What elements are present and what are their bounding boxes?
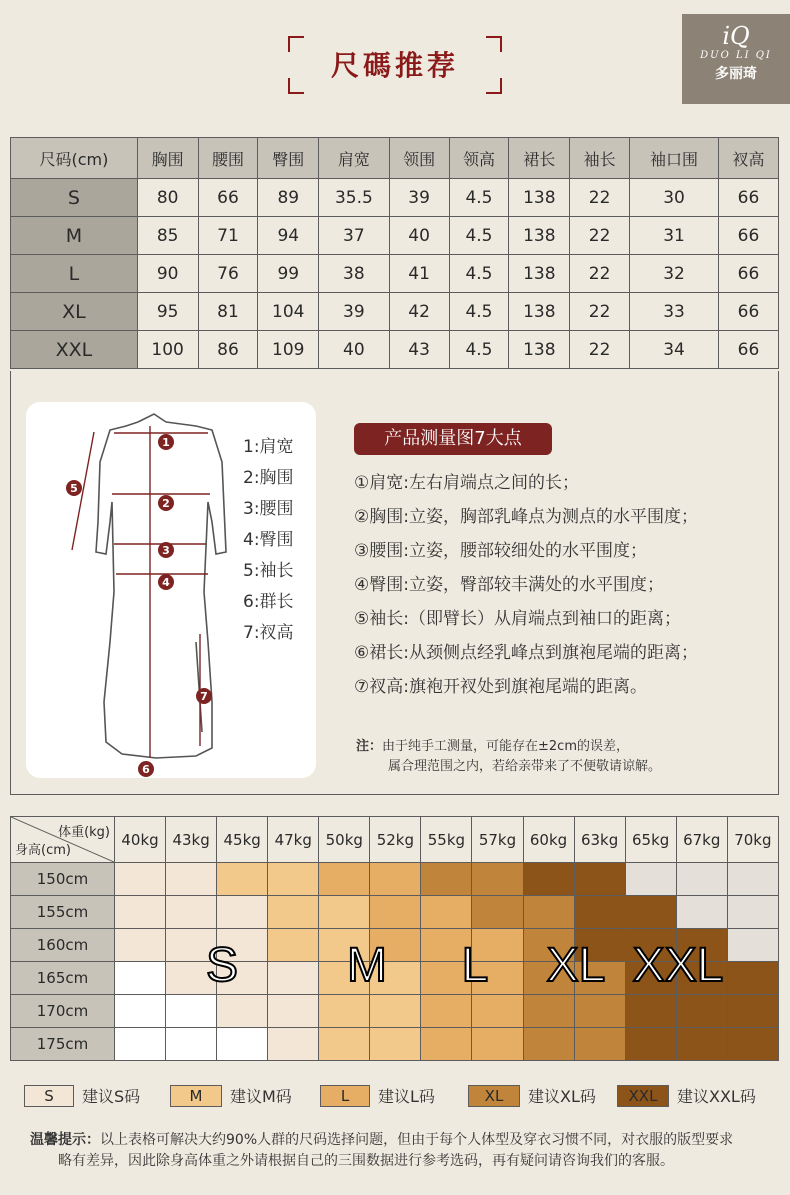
size-table xyxy=(10,137,779,369)
definition-item: ①肩宽:左右肩端点之间的长； xyxy=(354,473,579,493)
table-cell: 31 xyxy=(630,217,719,255)
weight-header: 45kg xyxy=(217,817,268,863)
weight-header: 47kg xyxy=(268,817,319,863)
column-header: 腰围 xyxy=(198,138,258,179)
height-header: 170cm xyxy=(11,995,115,1028)
weight-header: 70kg xyxy=(727,817,778,863)
size-cell xyxy=(370,863,421,896)
size-zone-label: XXL xyxy=(632,939,724,992)
size-cell xyxy=(727,863,778,896)
height-axis-label: 身高(cm) xyxy=(15,843,71,858)
size-cell xyxy=(217,863,268,896)
size-label: M xyxy=(11,217,138,255)
column-header: 臀围 xyxy=(258,138,319,179)
table-row xyxy=(11,293,779,331)
legend-item: 4:臀围 xyxy=(243,530,294,550)
column-header: 尺码(cm) xyxy=(11,138,138,179)
size-cell xyxy=(727,995,778,1028)
weight-header: 50kg xyxy=(319,817,370,863)
size-zone-label: M xyxy=(347,939,387,992)
table-cell: 66 xyxy=(719,255,779,293)
size-cell xyxy=(472,1028,523,1061)
svg-text:1: 1 xyxy=(162,436,170,449)
size-cell xyxy=(472,995,523,1028)
size-label: XXL xyxy=(11,331,138,369)
size-cell xyxy=(727,929,778,962)
height-header: 150cm xyxy=(11,863,115,896)
size-cell xyxy=(370,896,421,929)
note-line1: 由于纯手工测量，可能存在±2cm的误差， xyxy=(382,739,629,754)
size-cell xyxy=(115,896,166,929)
size-cell xyxy=(625,863,676,896)
size-table-header xyxy=(11,138,779,179)
size-cell xyxy=(523,896,574,929)
measure-definitions xyxy=(354,466,774,704)
table-row xyxy=(11,896,779,929)
column-header: 袖长 xyxy=(570,138,630,179)
legend-text: 建议L码 xyxy=(378,1087,435,1106)
title-frame xyxy=(288,36,502,94)
size-cell xyxy=(319,896,370,929)
size-cell xyxy=(625,995,676,1028)
size-cell xyxy=(166,896,217,929)
weight-header: 63kg xyxy=(574,817,625,863)
table-cell: 89 xyxy=(258,179,319,217)
table-cell: 138 xyxy=(509,179,570,217)
table-cell: 38 xyxy=(319,255,390,293)
size-cell xyxy=(574,995,625,1028)
table-cell: 138 xyxy=(509,255,570,293)
weight-axis-label: 体重(kg) xyxy=(58,825,110,840)
table-cell: 43 xyxy=(389,331,449,369)
table-cell: 22 xyxy=(570,255,630,293)
tip-line2: 略有差异，因此除身高体重之外请根据自己的三围数据进行参考选码，再有疑问请咨询我们的客服。 xyxy=(58,1153,674,1169)
table-cell: 22 xyxy=(570,217,630,255)
table-cell: 22 xyxy=(570,293,630,331)
size-cell xyxy=(574,896,625,929)
legend-item: 3:腰围 xyxy=(243,499,294,519)
size-cell xyxy=(115,995,166,1028)
table-cell: 100 xyxy=(137,331,198,369)
size-cell xyxy=(625,896,676,929)
size-cell xyxy=(115,863,166,896)
point-legend xyxy=(243,432,323,649)
size-cell xyxy=(268,1028,319,1061)
size-cell xyxy=(166,1028,217,1061)
size-cell xyxy=(268,929,319,962)
header xyxy=(0,0,790,118)
legend-text: 建议M码 xyxy=(230,1087,292,1106)
size-cell xyxy=(115,962,166,995)
size-cell xyxy=(472,863,523,896)
table-cell: 85 xyxy=(137,217,198,255)
size-cell xyxy=(676,1028,727,1061)
table-cell: 41 xyxy=(389,255,449,293)
weight-header: 55kg xyxy=(421,817,472,863)
size-cell xyxy=(523,863,574,896)
table-cell: 90 xyxy=(137,255,198,293)
column-header: 衩高 xyxy=(719,138,779,179)
column-header: 领围 xyxy=(389,138,449,179)
column-header: 肩宽 xyxy=(319,138,390,179)
height-header: 155cm xyxy=(11,896,115,929)
legend-item: 1:肩宽 xyxy=(243,437,294,457)
size-cell xyxy=(574,1028,625,1061)
legend-item: 6:群长 xyxy=(243,592,294,612)
size-cell xyxy=(727,896,778,929)
table-cell: 22 xyxy=(570,179,630,217)
table-cell: 4.5 xyxy=(449,293,509,331)
legend-item: 7:衩高 xyxy=(243,623,294,643)
size-cell xyxy=(268,962,319,995)
definition-item: ⑤袖长:（即臂长）从肩端点到袖口的距离； xyxy=(354,609,681,629)
table-cell: 138 xyxy=(509,293,570,331)
table-row xyxy=(11,1028,779,1061)
size-cell xyxy=(421,863,472,896)
table-row xyxy=(11,179,779,217)
size-cell xyxy=(217,995,268,1028)
table-cell: 4.5 xyxy=(449,331,509,369)
column-header: 领高 xyxy=(449,138,509,179)
column-header: 袖口围 xyxy=(630,138,719,179)
size-cell xyxy=(523,995,574,1028)
weight-header: 52kg xyxy=(370,817,421,863)
table-cell: 138 xyxy=(509,331,570,369)
svg-text:3: 3 xyxy=(162,544,170,557)
definition-item: ②胸围:立姿，胸部乳峰点为测点的水平围度； xyxy=(354,507,698,527)
size-zone-label: XL xyxy=(546,939,606,992)
weight-header: 65kg xyxy=(625,817,676,863)
table-cell: 99 xyxy=(258,255,319,293)
height-header: 165cm xyxy=(11,962,115,995)
size-cell xyxy=(523,1028,574,1061)
size-label: XL xyxy=(11,293,138,331)
legend-swatch: M xyxy=(170,1085,222,1107)
definition-item: ⑦衩高:旗袍开衩处到旗袍尾端的距离。 xyxy=(354,677,647,697)
table-cell: 66 xyxy=(719,217,779,255)
svg-text:4: 4 xyxy=(162,576,170,589)
table-cell: 95 xyxy=(137,293,198,331)
table-cell: 40 xyxy=(389,217,449,255)
size-cell xyxy=(166,995,217,1028)
table-cell: 39 xyxy=(389,179,449,217)
table-cell: 40 xyxy=(319,331,390,369)
legend-text: 建议S码 xyxy=(82,1087,141,1106)
size-cell xyxy=(472,896,523,929)
table-cell: 34 xyxy=(630,331,719,369)
legend-swatch: XL xyxy=(468,1085,520,1107)
size-cell xyxy=(676,995,727,1028)
legend-item: 2:胸围 xyxy=(243,468,294,488)
legend-item: 5:袖长 xyxy=(243,561,294,581)
legend-swatch: S xyxy=(24,1085,74,1107)
table-cell: 22 xyxy=(570,331,630,369)
weight-header: 57kg xyxy=(472,817,523,863)
table-row xyxy=(11,217,779,255)
svg-text:6: 6 xyxy=(142,763,150,776)
table-cell: 138 xyxy=(509,217,570,255)
table-cell: 4.5 xyxy=(449,217,509,255)
size-cell xyxy=(166,863,217,896)
table-cell: 30 xyxy=(630,179,719,217)
size-cell xyxy=(268,863,319,896)
note-line2: 属合理范围之内，若给亲带来了不便敬请谅解。 xyxy=(388,759,662,774)
size-cell xyxy=(217,896,268,929)
table-cell: 104 xyxy=(258,293,319,331)
column-header: 胸围 xyxy=(137,138,198,179)
size-cell xyxy=(370,1028,421,1061)
size-cell xyxy=(370,995,421,1028)
size-zone-label: L xyxy=(461,939,489,992)
size-cell xyxy=(421,1028,472,1061)
table-cell: 86 xyxy=(198,331,258,369)
table-cell: 66 xyxy=(198,179,258,217)
weight-header: 40kg xyxy=(115,817,166,863)
size-cell xyxy=(319,1028,370,1061)
weight-header: 67kg xyxy=(676,817,727,863)
tip xyxy=(30,1130,770,1172)
size-cell xyxy=(727,962,778,995)
size-cell xyxy=(676,863,727,896)
definition-item: ③腰围:立姿，腰部较细处的水平围度； xyxy=(354,541,647,561)
size-cell xyxy=(319,863,370,896)
size-cell xyxy=(268,896,319,929)
svg-text:2: 2 xyxy=(162,497,170,510)
tip-label: 温馨提示： xyxy=(30,1132,100,1148)
logo-en: DUO LI QI xyxy=(700,50,772,61)
legend-text: 建议XL码 xyxy=(528,1087,596,1106)
table-cell: 4.5 xyxy=(449,255,509,293)
size-label: L xyxy=(11,255,138,293)
table-cell: 109 xyxy=(258,331,319,369)
table-cell: 66 xyxy=(719,179,779,217)
table-cell: 42 xyxy=(389,293,449,331)
table-cell: 71 xyxy=(198,217,258,255)
size-cell xyxy=(421,995,472,1028)
size-cell xyxy=(115,929,166,962)
table-cell: 80 xyxy=(137,179,198,217)
note-label: 注： xyxy=(356,739,383,754)
size-cell xyxy=(574,863,625,896)
weight-header: 43kg xyxy=(166,817,217,863)
corner-cell xyxy=(11,817,115,863)
table-cell: 76 xyxy=(198,255,258,293)
column-header: 裙长 xyxy=(509,138,570,179)
size-cell xyxy=(676,896,727,929)
table-row xyxy=(11,863,779,896)
table-cell: 66 xyxy=(719,331,779,369)
size-cell xyxy=(625,1028,676,1061)
size-cell xyxy=(727,1028,778,1061)
definition-item: ④臀围:立姿，臀部较丰满处的水平围度； xyxy=(354,575,664,595)
height-header: 160cm xyxy=(11,929,115,962)
size-cell xyxy=(319,995,370,1028)
page-title: 尺碼推荐 xyxy=(330,49,459,82)
table-cell: 35.5 xyxy=(319,179,390,217)
table-row xyxy=(11,331,779,369)
brand-logo xyxy=(682,14,790,104)
size-zone-label: S xyxy=(205,939,238,992)
svg-text:7: 7 xyxy=(200,690,208,703)
size-label: S xyxy=(11,179,138,217)
size-cell xyxy=(421,896,472,929)
logo-cn: 多丽琦 xyxy=(715,66,757,82)
table-cell: 37 xyxy=(319,217,390,255)
legend-swatch: XXL xyxy=(617,1085,669,1107)
weight-header: 60kg xyxy=(523,817,574,863)
tip-line1: 以上表格可解决大约90%人群的尺码选择问题，但由于每个人体型及穿衣习惯不同，对衣服的版型要求 xyxy=(100,1132,734,1148)
table-cell: 32 xyxy=(630,255,719,293)
table-cell: 94 xyxy=(258,217,319,255)
table-row xyxy=(11,995,779,1028)
legend-swatch: L xyxy=(320,1085,370,1107)
table-cell: 4.5 xyxy=(449,179,509,217)
size-cell xyxy=(268,995,319,1028)
table-cell: 33 xyxy=(630,293,719,331)
measure-note xyxy=(356,737,776,777)
size-cell xyxy=(115,1028,166,1061)
definition-item: ⑥裙长:从颈侧点经乳峰点到旗袍尾端的距离； xyxy=(354,643,698,663)
table-cell: 66 xyxy=(719,293,779,331)
table-cell: 39 xyxy=(319,293,390,331)
height-header: 175cm xyxy=(11,1028,115,1061)
table-cell: 81 xyxy=(198,293,258,331)
legend-text: 建议XXL码 xyxy=(677,1087,756,1106)
logo-mark: iQ xyxy=(722,22,750,50)
measure-badge: 产品测量图7大点 xyxy=(354,423,552,455)
size-cell xyxy=(217,1028,268,1061)
table-row xyxy=(11,255,779,293)
svg-text:5: 5 xyxy=(70,482,78,495)
